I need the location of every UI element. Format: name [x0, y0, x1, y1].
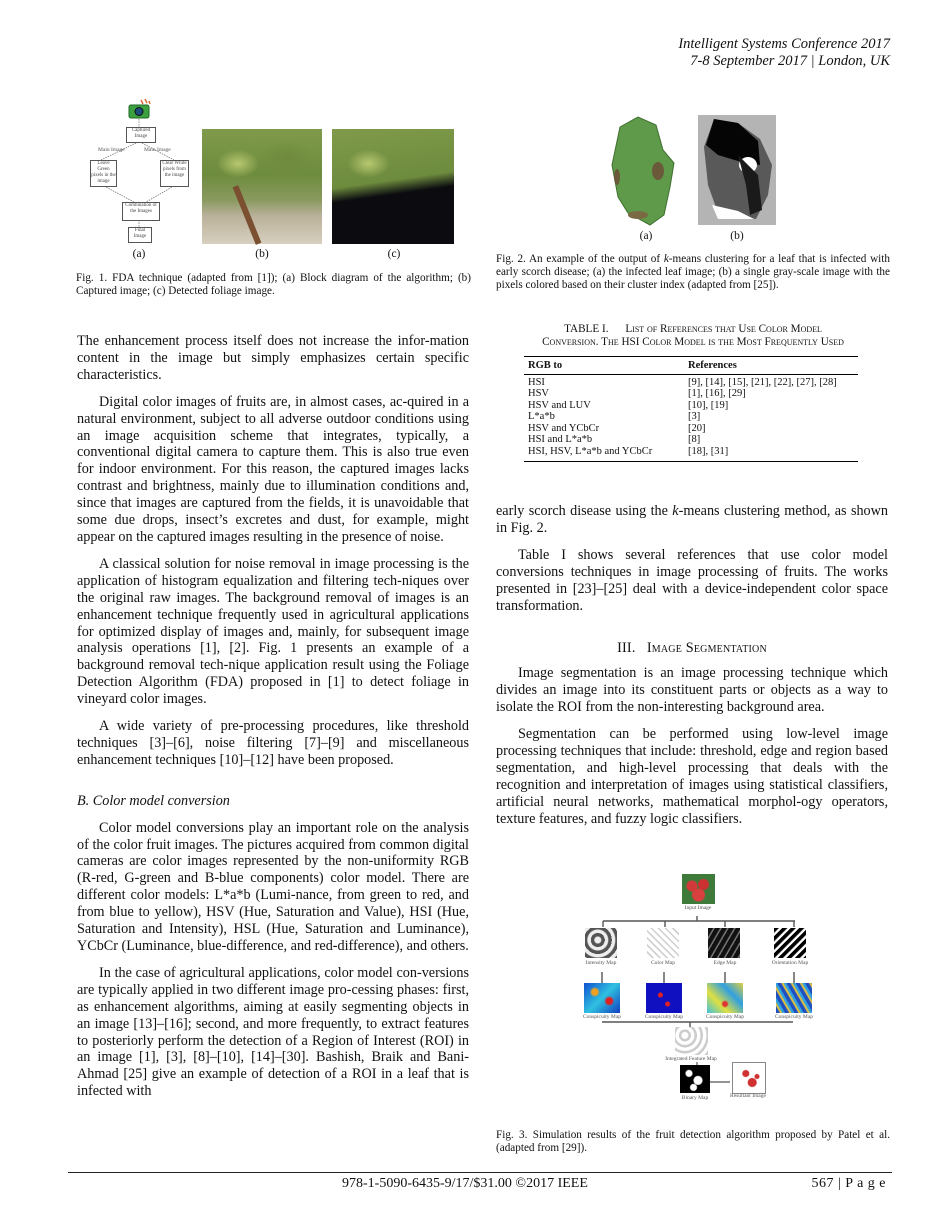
cell-model: HSI and L*a*b [528, 434, 593, 445]
footer-rule [68, 1172, 892, 1173]
fig1-detected-foliage-image [332, 129, 454, 244]
fig1-caption: Fig. 1. FDA technique (adapted from [1]); (a) Block diagram of the algorithm; (b) Captured image; (c) Detected foliage image. [76, 272, 471, 297]
flow-leave-green: Leave Green pixels in the image [90, 160, 117, 187]
text-span: early scorch disease using the [496, 503, 673, 519]
figure-2 [496, 110, 890, 310]
cell-model: HSI, HSV, L*a*b and YCbCr [528, 445, 653, 457]
fig1-label-a: (a) [132, 248, 146, 260]
fig2-caption-pre: Fig. 2. An example of the output of [496, 253, 664, 265]
paragraph: In the case of agricultural applications, color model con-versions are typically applied in two different image pro-cessing phases: first, as enhancement algorithms, aiming at easily segmenting objects in an image [13]–[16]; second, and more frequently, to extract features to posteriorly perform the detection of a Region of Interest (ROI) in an image [1], [3], [8]–[10], [14]–[30]. Bashish, Braik and Bani-Ahmad [25] give an example of detection of a ROI in a leaf that is infected with [77, 964, 469, 1100]
fig3-label-conspicuity: Conspicuity Map [774, 1014, 814, 1020]
cell-refs: [8] [688, 434, 701, 445]
fig3-label-conspicuity: Conspicuity Map [644, 1014, 684, 1020]
section-heading: III. Image Segmentation [617, 640, 767, 657]
footer-page-number: 567 | P a g e [811, 1176, 886, 1191]
paragraph: The enhancement process itself does not increase the infor-mation content in the image but simply emphasizes certain specific characteristics. [77, 333, 469, 383]
fig3-conspicuity-map-1 [584, 983, 620, 1013]
fig3-label-integrated: Integrated Feature Map [665, 1056, 717, 1062]
fig3-input-image [682, 874, 715, 904]
flow-label-main-right: Main Image [144, 147, 171, 153]
fig1-block-diagram [76, 98, 201, 248]
references-table [524, 356, 858, 462]
figure-1 [76, 98, 476, 303]
vine-trunk [233, 185, 262, 245]
cell-refs: [10], [19] [688, 399, 729, 411]
fig2-infected-leaf-image [608, 115, 678, 227]
conference-header [678, 36, 890, 70]
fig2-cluster-shape [698, 115, 776, 225]
table-1-title-line2: Conversion. The HSI Color Model is the Most Frequently Used [542, 336, 844, 348]
fig3-label-map: Color Map [651, 960, 675, 966]
cell-refs: [9], [14], [15], [21], [22], [27], [28] [688, 376, 837, 388]
table-row [524, 400, 858, 412]
fig3-label-map: Orientation Map [771, 960, 809, 966]
table-row [524, 434, 858, 446]
cell-model: HSV and YCbCr [528, 422, 600, 434]
cell-model: HSV [528, 388, 550, 399]
fig3-label-resultant: Resultant Image [730, 1093, 766, 1099]
table-row [524, 388, 858, 400]
flow-final-image: Final Image [128, 227, 152, 243]
cell-refs: [18], [31] [688, 445, 729, 457]
cell-model: HSI [528, 376, 545, 388]
k-symbol: k [672, 503, 679, 519]
flow-captured-image: Captured Image [126, 127, 156, 143]
fig3-intensity-map [585, 928, 617, 958]
subsection-heading: B. Color model conversion [77, 792, 230, 809]
flow-combination: Combination of the Images [122, 202, 160, 221]
table-1-title-line1: TABLE I. List of References that Use Color Model [564, 323, 822, 335]
paragraph [496, 503, 888, 537]
fig1-label-b: (b) [255, 248, 269, 260]
cell-refs: [1], [16], [29] [688, 388, 746, 399]
paragraph: A wide variety of pre-processing procedures, like threshold techniques [3]–[6], noise filtering [7]–[9] and miscellaneous enhancement techniques [10]–[12] have been proposed. [77, 718, 469, 768]
fig2-caption-post: -means clustering for a leaf that is infected with early scorch disease; (a) the infected leaf image; (b) a single gray-scale image with the pixels colored based on their cluster index (adapted from [25]). [496, 253, 890, 291]
fig3-label-conspicuity: Conspicuity Map [582, 1014, 622, 1020]
conference-name: Intelligent Systems Conference 2017 [678, 36, 890, 52]
flow-clear-white: Clear White pixels from the image [160, 160, 189, 187]
left-column-body [77, 333, 469, 1110]
fig3-edge-map [708, 928, 740, 958]
table-row [524, 411, 858, 423]
fig3-conspicuity-map-3 [707, 983, 743, 1013]
cell-refs: [20] [688, 422, 706, 434]
paragraph: Table I shows several references that use color model conversions techniques in image processing of fruits. The works presented in [23]–[25] deal with a device-independent color space transformation. [496, 546, 888, 614]
paragraph: Digital color images of fruits are, in almost cases, ac-quired in a natural environment, subject to all adverse outdoor conditions using an image acquisition scheme that integrates, typically, a conventional digital camera to capture them. This is also true even for indoor environment. For this reason, the captured images lacks contrast and brightness, mainly due to illumination conditions and, since that images are captured from the fields, it is unavoidable that some due drops, insect’s excretes and dust, for example, might appear on the captured images resulting in the presence of noise. [77, 393, 469, 545]
table-row [524, 374, 858, 388]
paragraph: Color model conversions play an important role on the analysis of the color fruit images. The pictures acquired from common digital cameras are color images represented by the non-uniformity RGB (R-red, G-green and B-blue components) color model. There are different color models: L*a*b (Lumi-nance, from green to red, and from blue to yellow), HSV (Hue, Saturation and Value), HSI (Hue, Saturation and Intensity), HSL (Hue, Saturation and Luminance), YCbCr (Luminance, blue-difference, and red-difference), and others. [77, 819, 469, 954]
fig3-label-conspicuity: Conspicuity Map [705, 1014, 745, 1020]
table-row [524, 446, 858, 462]
fig3-binary-map [680, 1065, 710, 1093]
fig3-color-map [647, 928, 679, 958]
fig3-label-map: Edge Map [713, 960, 737, 966]
fig3-orientation-map [774, 928, 806, 958]
fig3-conspicuity-map-2 [646, 983, 682, 1013]
cell-model: L*a*b [528, 411, 555, 422]
paragraph: A classical solution for noise removal in image processing is the application of histogram equalization and filtering tech-niques over the original raw images. The background removal of images is an enhancement technique frequently used in agricultural applications for optimized display of images and, mainly, for subsequent image analysis operations [1], [2]. Fig. 1 presents an example of a background removal tech-nique application result using the Foliage Detection Algorithm (FDA) proposed in [1] to detect foliage in vineyard color images. [77, 555, 469, 708]
paragraph: Image segmentation is an image processing technique which divides an image into its constituent parts or objects as a way to isolate the ROI from the non-interesting background area. [496, 665, 888, 716]
figure-3 [575, 872, 815, 1142]
footer-isbn: 978-1-5090-6435-9/17/$31.00 ©2017 IEEE [342, 1176, 588, 1191]
fig3-label-input: Input Image [684, 905, 712, 911]
fig3-resultant-image [732, 1062, 766, 1094]
table-header-row [524, 357, 858, 375]
fig3-caption: Fig. 3. Simulation results of the fruit detection algorithm proposed by Patel et al. (adapted from [29]). [496, 1129, 890, 1154]
conference-date-location: 7-8 September 2017 | London, UK [690, 53, 890, 69]
fig2-caption-k: k [663, 253, 669, 265]
col-header-references: References [684, 357, 858, 375]
paragraph: Segmentation can be performed using low-level image processing techniques that include: threshold, edge and region based segmentation, and high-level processing that deals with the recognition and interpretation of images using statistical classifiers, artificial neural networks, mathematical morphol-ogy operators, texture features, and fuzzy logic classifiers. [496, 726, 888, 827]
fig1-label-c: (c) [387, 248, 401, 260]
table-row [524, 423, 858, 435]
fig2-label-b: (b) [730, 230, 744, 242]
text-span: -means clustering method, as shown in Fig. 2. [496, 503, 888, 536]
fig3-integrated-feature-map [675, 1027, 708, 1055]
fig2-label-a: (a) [639, 230, 653, 242]
table-1 [496, 323, 890, 462]
right-column-body [496, 503, 888, 838]
cell-model: HSV and LUV [528, 399, 591, 411]
fig2-caption [496, 253, 890, 292]
col-header-rgb-to: RGB to [524, 357, 684, 375]
fig1-captured-vineyard-image [202, 129, 322, 244]
fig3-label-map: Intensity Map [585, 960, 617, 966]
fig2-cluster-gray-image [698, 115, 776, 225]
flow-label-main-left: Main Image [98, 147, 125, 153]
fig3-conspicuity-map-4 [776, 983, 812, 1013]
cell-refs: [3] [688, 411, 701, 422]
fig3-label-binary: Binary Map [681, 1095, 709, 1101]
